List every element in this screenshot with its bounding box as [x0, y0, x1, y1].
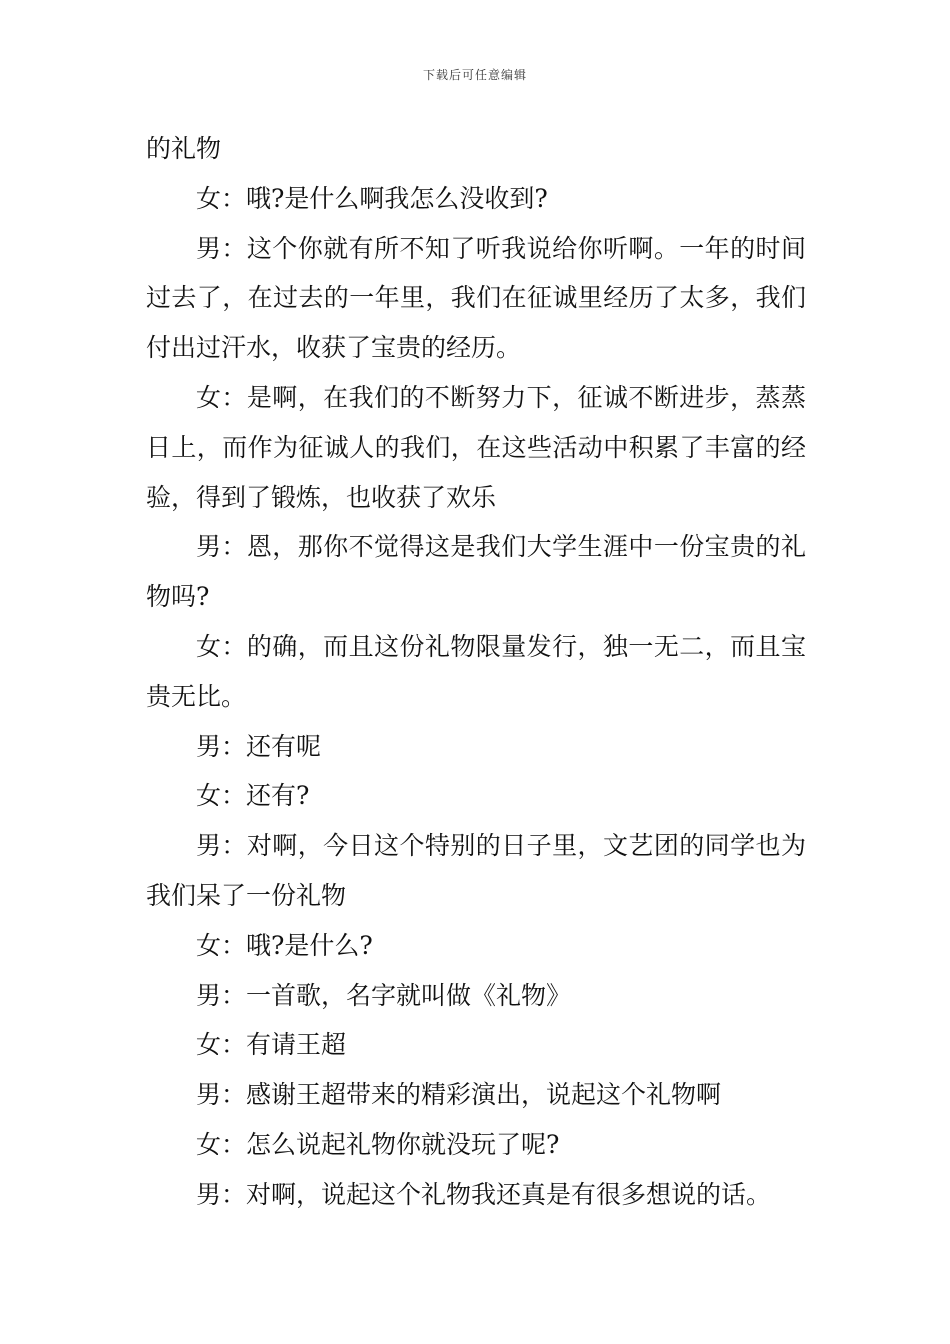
paragraph: 的礼物 — [146, 134, 222, 163]
paragraph: 男：还有呢 — [196, 731, 322, 761]
paragraph: 男：对啊，今日这个特别的日子里，文艺团的同学也为我们呆了一份礼物 — [146, 831, 806, 910]
paragraph: 女：哦?是什么啊我怎么没收到? — [196, 183, 548, 213]
paragraph: 男：一首歌，名字就叫做《礼物》 — [196, 980, 572, 1010]
paragraph: 女：是啊，在我们的不断努力下，征诚不断进步，蒸蒸日上，而作为征诚人的我们，在这些活动中积累了丰富的经验，得到了锻炼，也收获了欢乐 — [146, 382, 806, 512]
document-body — [146, 124, 806, 1220]
page-header: 下载后可任意编辑 — [422, 68, 527, 82]
paragraph: 男：这个你就有所不知了听我说给你听啊。一年的时间过去了，在过去的一年里，我们在征诚里经历了太多，我们付出过汗水，收获了宝贵的经历。 — [146, 233, 806, 363]
paragraph: 女：哦?是什么? — [196, 930, 373, 960]
paragraph: 女：有请王超 — [196, 1030, 347, 1060]
paragraph: 女：的确，而且这份礼物限量发行，独一无二，而且宝贵无比。 — [146, 631, 806, 711]
paragraph: 女：怎么说起礼物你就没玩了呢? — [196, 1129, 560, 1159]
paragraph: 男：对啊，说起这个礼物我还真是有很多想说的话。 — [196, 1179, 772, 1209]
paragraph: 男：恩，那你不觉得这是我们大学生涯中一份宝贵的礼物吗? — [146, 532, 806, 612]
paragraph: 女：还有? — [196, 781, 310, 811]
paragraph: 男：感谢王超带来的精彩演出，说起这个礼物啊 — [196, 1080, 722, 1110]
